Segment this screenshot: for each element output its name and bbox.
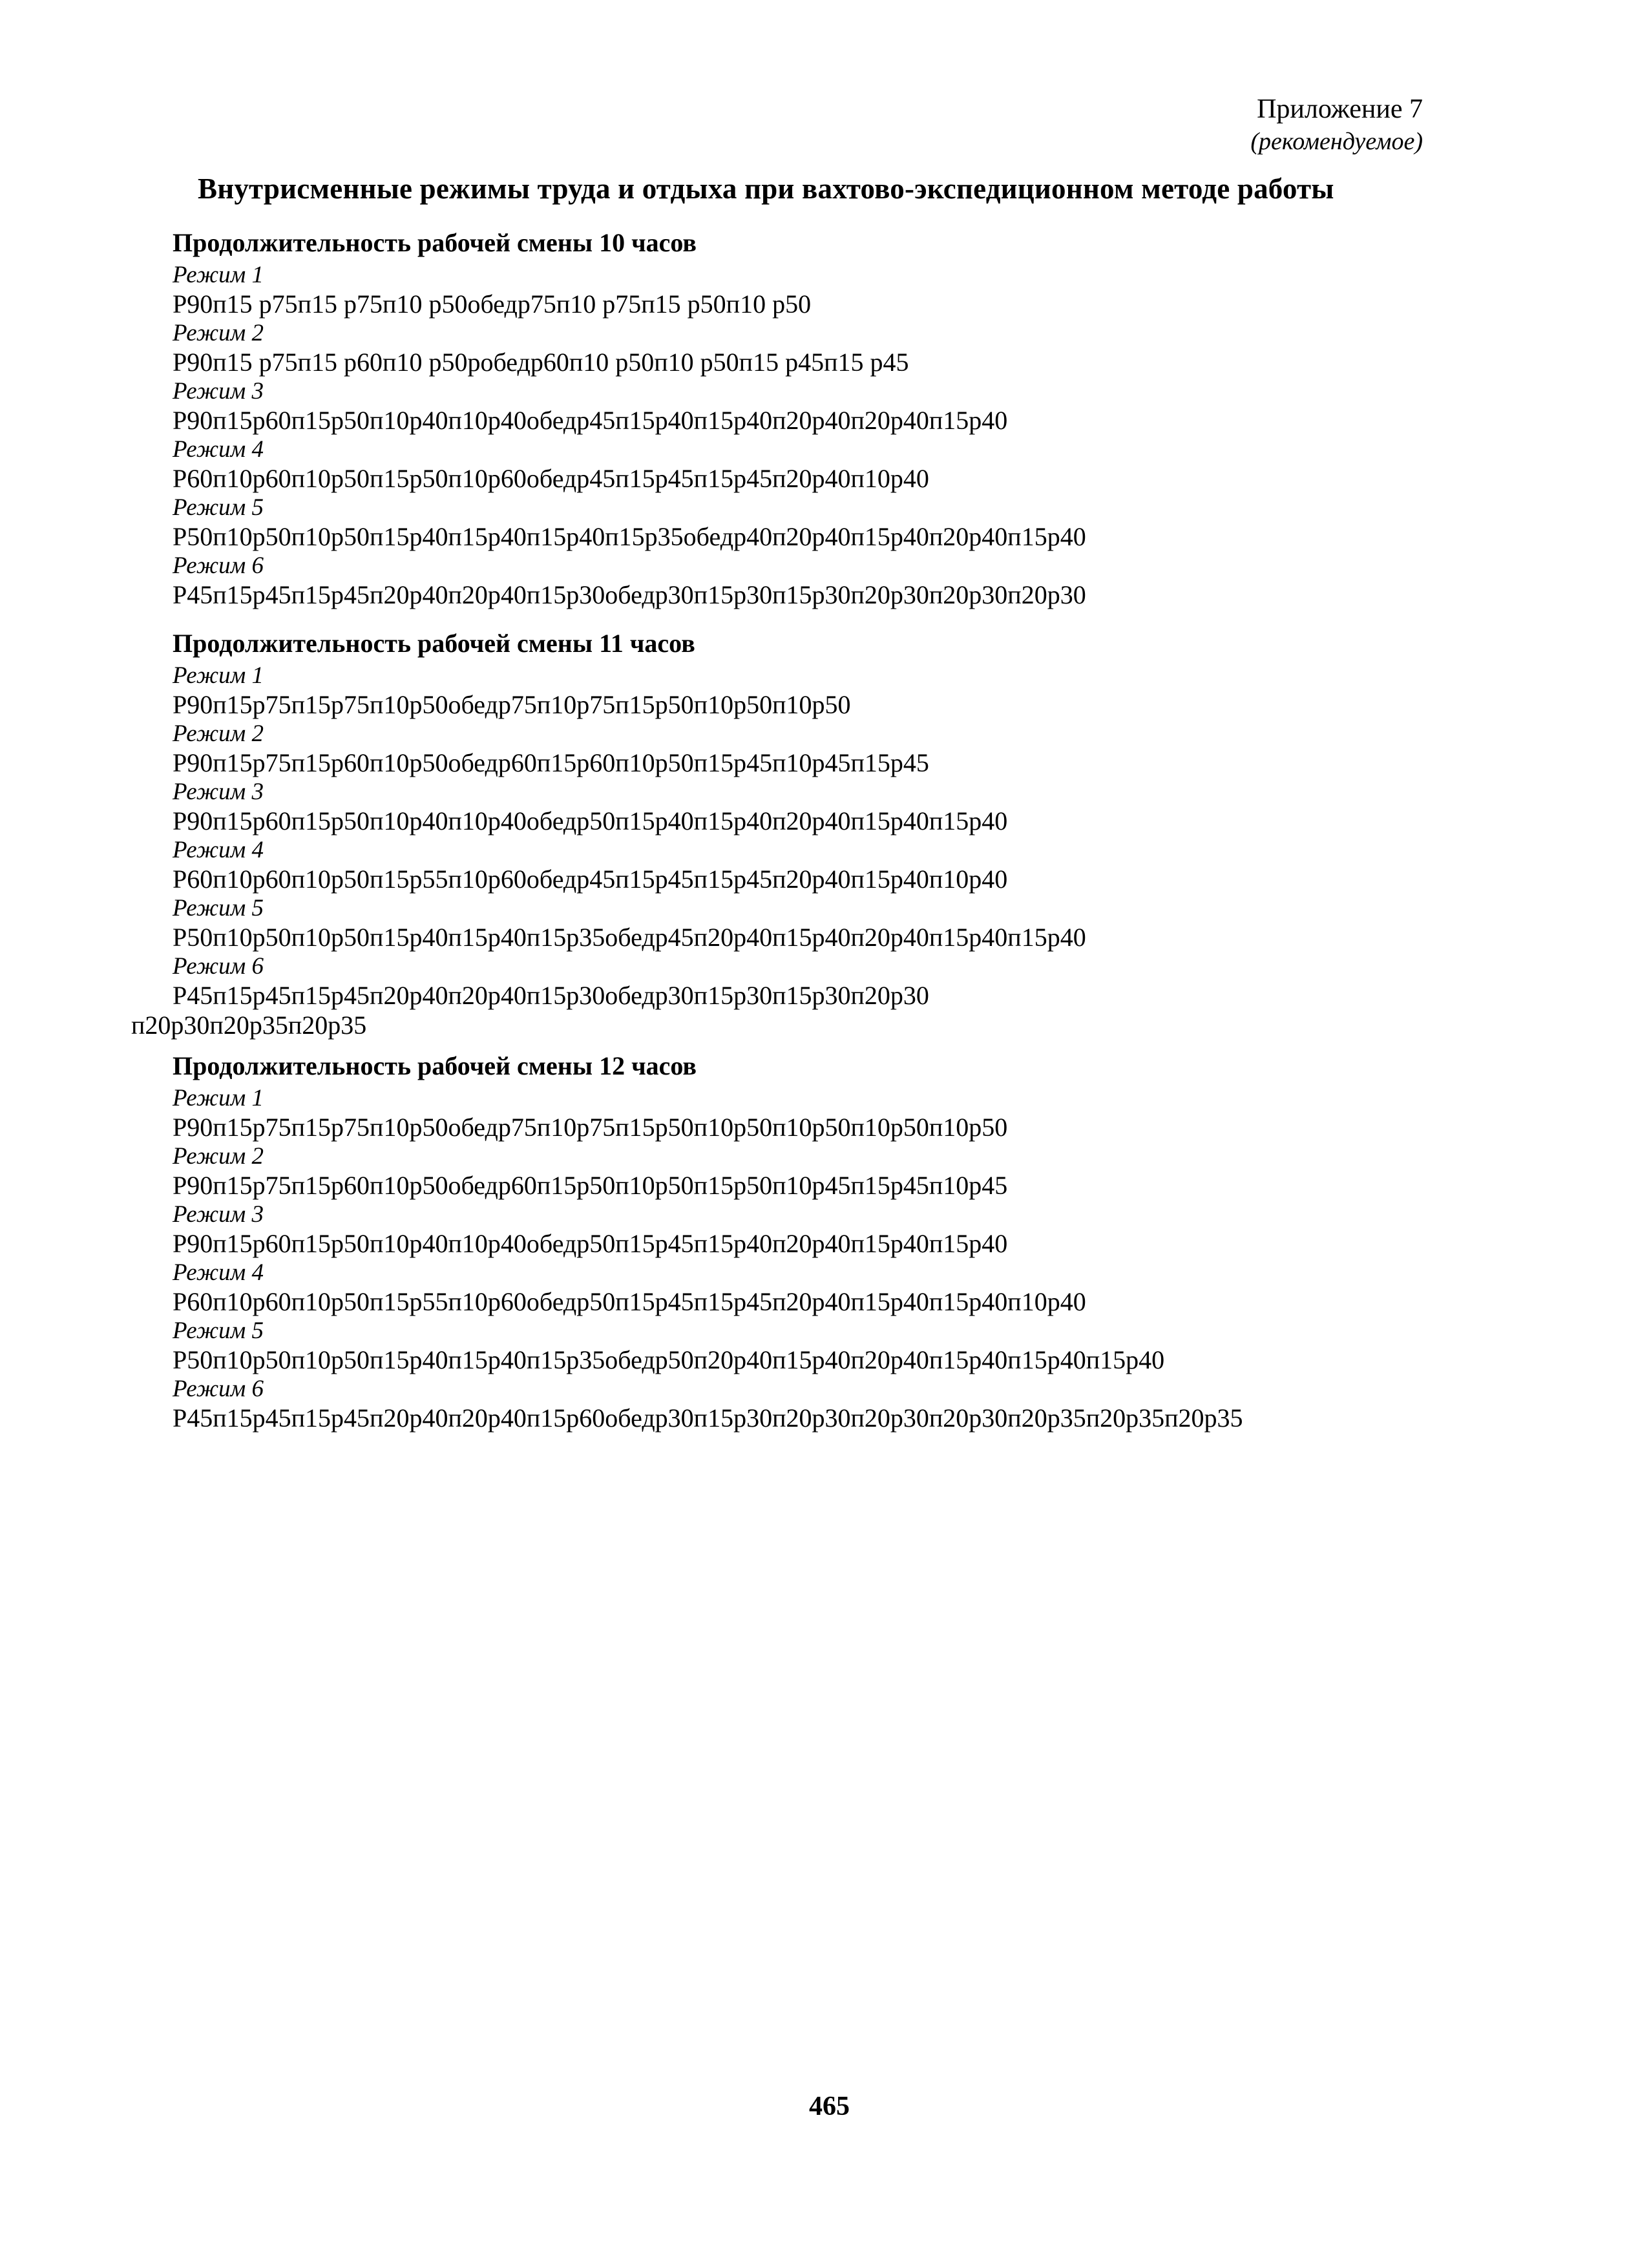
- regime-item: [173, 1375, 1465, 1433]
- section-11-hours: [131, 625, 1465, 1040]
- regime-formula: Р50п10р50п10р50п15р40п15р40п15р35обедр45п20р40п15р40п20р40п15р40п15р40: [173, 923, 1086, 952]
- regime-formula: Р90п15р60п15р50п10р40п10р40обедр50п15р45п15р40п20р40п15р40п15р40: [173, 1229, 1008, 1258]
- regime-label: Режим 1: [173, 262, 264, 288]
- regime-item: [131, 952, 1465, 1040]
- regime-label: Режим 6: [173, 1376, 264, 1402]
- regime-item: [173, 552, 1465, 610]
- regime-item: [173, 662, 1465, 720]
- regime-formula-continuation: п20р30п20р35п20р35: [131, 1011, 367, 1040]
- regime-label: Режим 5: [173, 494, 264, 521]
- regime-item: [173, 1259, 1465, 1317]
- regime-label: Режим 4: [173, 436, 264, 463]
- regime-label: Режим 3: [173, 779, 264, 805]
- regime-label: Режим 2: [173, 1143, 264, 1170]
- regime-formula: Р60п10р60п10р50п15р55п10р60обедр50п15р45п15р45п20р40п15р40п15р40п10р40: [173, 1287, 1086, 1316]
- regime-item: [173, 836, 1465, 894]
- page-title: Внутрисменные режимы труда и отдыха при вахтово-экспедиционном методе работы: [198, 173, 1334, 205]
- regime-item: [173, 894, 1465, 952]
- regime-label: Режим 3: [173, 1201, 264, 1228]
- regime-label: Режим 2: [173, 720, 264, 747]
- regime-item: [173, 1084, 1465, 1142]
- regime-formula: Р90п15 р75п15 р60п10 р50робедр60п10 р50п10 р50п15 р45п15 р45: [173, 348, 909, 377]
- regime-formula: Р45п15р45п15р45п20р40п20р40п15р30обедр30п15р30п15р30п20р30: [173, 981, 929, 1010]
- appendix-label: Приложение 7: [1257, 94, 1423, 124]
- regime-label: Режим 5: [173, 1318, 264, 1344]
- regime-formula: Р90п15р75п15р60п10р50обедр60п15р50п10р50п15р50п10р45п15р45п10р45: [173, 1171, 1008, 1200]
- regime-label: Режим 4: [173, 837, 264, 863]
- section-title: Продолжительность рабочей смены 12 часов: [173, 1051, 697, 1080]
- regime-item: [173, 1317, 1465, 1375]
- regime-formula: Р50п10р50п10р50п15р40п15р40п15р40п15р35обедр40п20р40п15р40п20р40п15р40: [173, 522, 1086, 551]
- regime-item: [173, 720, 1465, 778]
- regime-item: [173, 377, 1465, 436]
- section-12-hours: [173, 1048, 1465, 1433]
- regime-label: Режим 4: [173, 1259, 264, 1286]
- regime-item: [173, 436, 1465, 494]
- regime-label: Режим 3: [173, 378, 264, 404]
- page-number: 465: [809, 2092, 850, 2121]
- regime-item: [173, 494, 1465, 552]
- regime-label: Режим 6: [173, 552, 264, 579]
- appendix-note: (рекомендуемое): [1250, 128, 1423, 155]
- regime-formula: Р60п10р60п10р50п15р50п10р60обедр45п15р45п15р45п20р40п10р40: [173, 464, 929, 493]
- appendix-header: [1250, 92, 1423, 156]
- regime-formula: Р60п10р60п10р50п15р55п10р60обедр45п15р45п15р45п20р40п15р40п10р40: [173, 865, 1008, 894]
- section-title: Продолжительность рабочей смены 10 часов: [173, 228, 697, 257]
- regime-formula: Р90п15р60п15р50п10р40п10р40обедр50п15р40п15р40п20р40п15р40п15р40: [173, 806, 1008, 835]
- section-title: Продолжительность рабочей смены 11 часов: [173, 629, 695, 658]
- regime-label: Режим 5: [173, 895, 264, 921]
- regime-item: [173, 1142, 1465, 1201]
- regime-item: [173, 1201, 1465, 1259]
- regime-formula: Р90п15р75п15р75п10р50обедр75п10р75п15р50п10р50п10р50: [173, 690, 851, 719]
- regime-label: Режим 2: [173, 320, 264, 346]
- section-10-hours: [173, 225, 1465, 610]
- regime-formula: Р90п15р75п15р75п10р50обедр75п10р75п15р50п10р50п10р50п10р50п10р50: [173, 1113, 1008, 1142]
- regime-item: [173, 319, 1465, 377]
- regime-formula: Р90п15р60п15р50п10р40п10р40обедр45п15р40п15р40п20р40п20р40п15р40: [173, 406, 1008, 435]
- regime-formula: Р90п15р75п15р60п10р50обедр60п15р60п10р50п15р45п10р45п15р45: [173, 748, 929, 777]
- regime-formula: Р45п15р45п15р45п20р40п20р40п15р30обедр30п15р30п15р30п20р30п20р30п20р30: [173, 580, 1086, 609]
- regime-item: [173, 778, 1465, 836]
- regime-label: Режим 1: [173, 1085, 264, 1111]
- regime-formula: Р90п15 р75п15 р75п10 р50обедр75п10 р75п15 р50п10 р50: [173, 289, 812, 319]
- regime-formula: Р45п15р45п15р45п20р40п20р40п15р60обедр30п15р30п20р30п20р30п20р30п20р35п20р35п20р35: [173, 1403, 1243, 1433]
- regime-label: Режим 6: [173, 953, 264, 980]
- regime-label: Режим 1: [173, 662, 264, 689]
- regime-item: [173, 261, 1465, 319]
- regime-formula: Р50п10р50п10р50п15р40п15р40п15р35обедр50п20р40п15р40п20р40п15р40п15р40п15р40: [173, 1345, 1165, 1374]
